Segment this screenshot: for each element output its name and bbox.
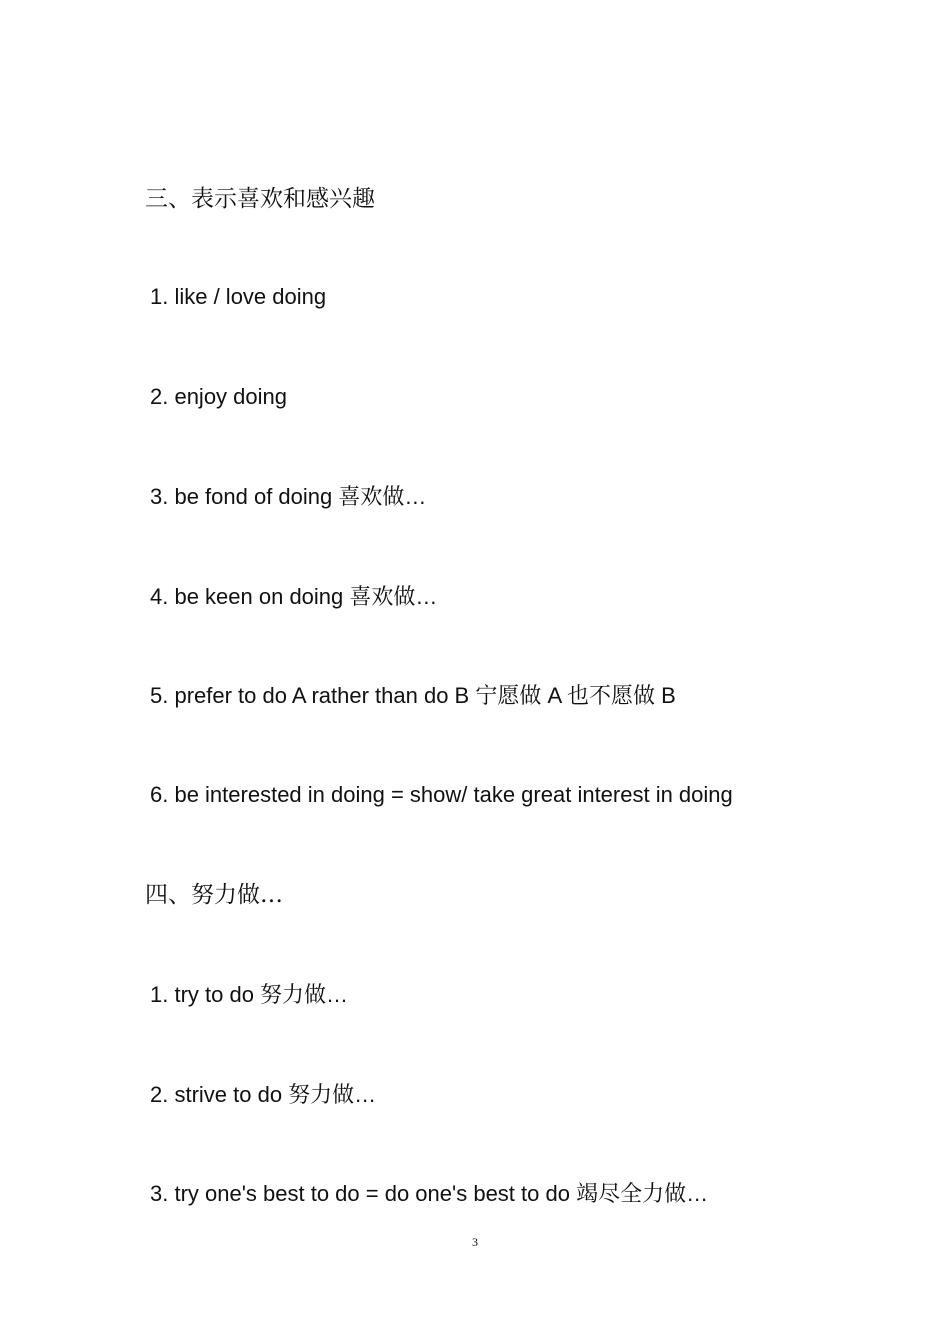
page-number: 3: [472, 1235, 478, 1249]
list-item: 6. be interested in doing = show/ take great interest in doing: [150, 782, 733, 807]
list-item: 2. enjoy doing: [150, 384, 287, 409]
list-item: 1. like / love doing: [150, 284, 327, 309]
section-heading-effort: 四、努力做…: [145, 882, 283, 908]
list-item: 5. prefer to do A rather than do B 宁愿做 A 也不愿做 B: [150, 683, 676, 708]
list-item: 2. strive to do 努力做…: [150, 1082, 377, 1107]
list-item: 4. be keen on doing 喜欢做…: [150, 584, 438, 609]
list-item: 3. try one's best to do = do one's best to do 竭尽全力做…: [150, 1181, 709, 1206]
list-item: 1. try to do 努力做…: [150, 982, 349, 1007]
section-heading-likes: 三、表示喜欢和感兴趣: [145, 186, 375, 212]
list-item: 3. be fond of doing 喜欢做…: [150, 484, 427, 509]
